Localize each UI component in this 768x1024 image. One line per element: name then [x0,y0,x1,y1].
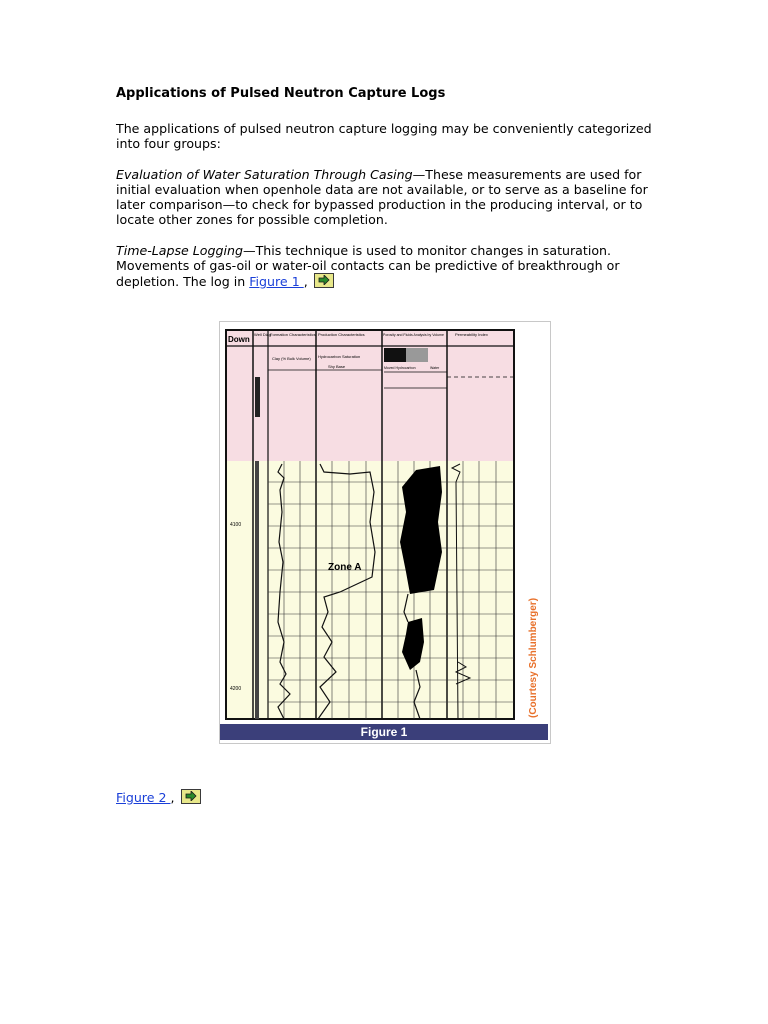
depth-4200: 4200 [230,686,242,692]
label-clay: Clay (% Bulk Volume) [272,356,311,361]
text-water-saturation: —These measurements are used for initial evaluation when openhole data are not available, or to serve as a baseline for later comparison—to check for bypassed production in the producing interval, or to locate other zones for possible completion. [116,167,648,227]
link-separator-2: , [170,790,179,805]
figure-caption: Figure 1 [220,724,548,740]
item-water-saturation [116,167,656,227]
zone-header-bg [226,330,514,461]
courtesy-label: (Courtesy Schlumberger) [528,597,539,718]
label-down: Down [228,335,250,344]
page-title: Applications of Pulsed Neutron Capture Logs [116,86,446,101]
item-time-lapse [116,243,656,289]
intro-paragraph: The applications of pulsed neutron capture logging may be conveniently categorized into four groups: [116,121,652,151]
arrow-right-icon[interactable] [181,789,201,804]
label-hc-saturation: Hydrocarbon Saturation [318,354,361,359]
label-permeability: Permeability Index [455,332,488,337]
link-separator: , [303,274,312,289]
figure-1-link[interactable]: Figure 1 [249,274,304,289]
label-water: Water [430,366,440,370]
label-zone-a: Zone A [328,562,362,573]
label-porosity: Porosity and Fluids Analysis by Volume [383,333,444,337]
article [116,86,656,305]
label-shy-base: Shy Base [328,364,346,369]
depth-4100: 4100 [230,522,242,528]
label-formation: Formation Characteristics [270,332,316,337]
term-time-lapse: Time-Lapse Logging [116,243,243,258]
text-time-lapse: —This technique is used to monitor changes in saturation. Movements of gas-oil or water-oil contacts can be predictive of breakthrough or depletion. The log in [116,243,620,289]
label-production: Production Characteristics [318,332,365,337]
figure-2-link[interactable]: Figure 2 [116,790,171,805]
term-water-saturation: Evaluation of Water Saturation Through Casing [116,167,413,182]
arrow-right-icon[interactable] [314,273,334,288]
figure-2-line [116,789,201,805]
label-moved-hc: Moved Hydrocarbon [384,366,416,370]
label-well-diag: Well Diag. [254,332,273,337]
figure-1-image [219,321,551,744]
